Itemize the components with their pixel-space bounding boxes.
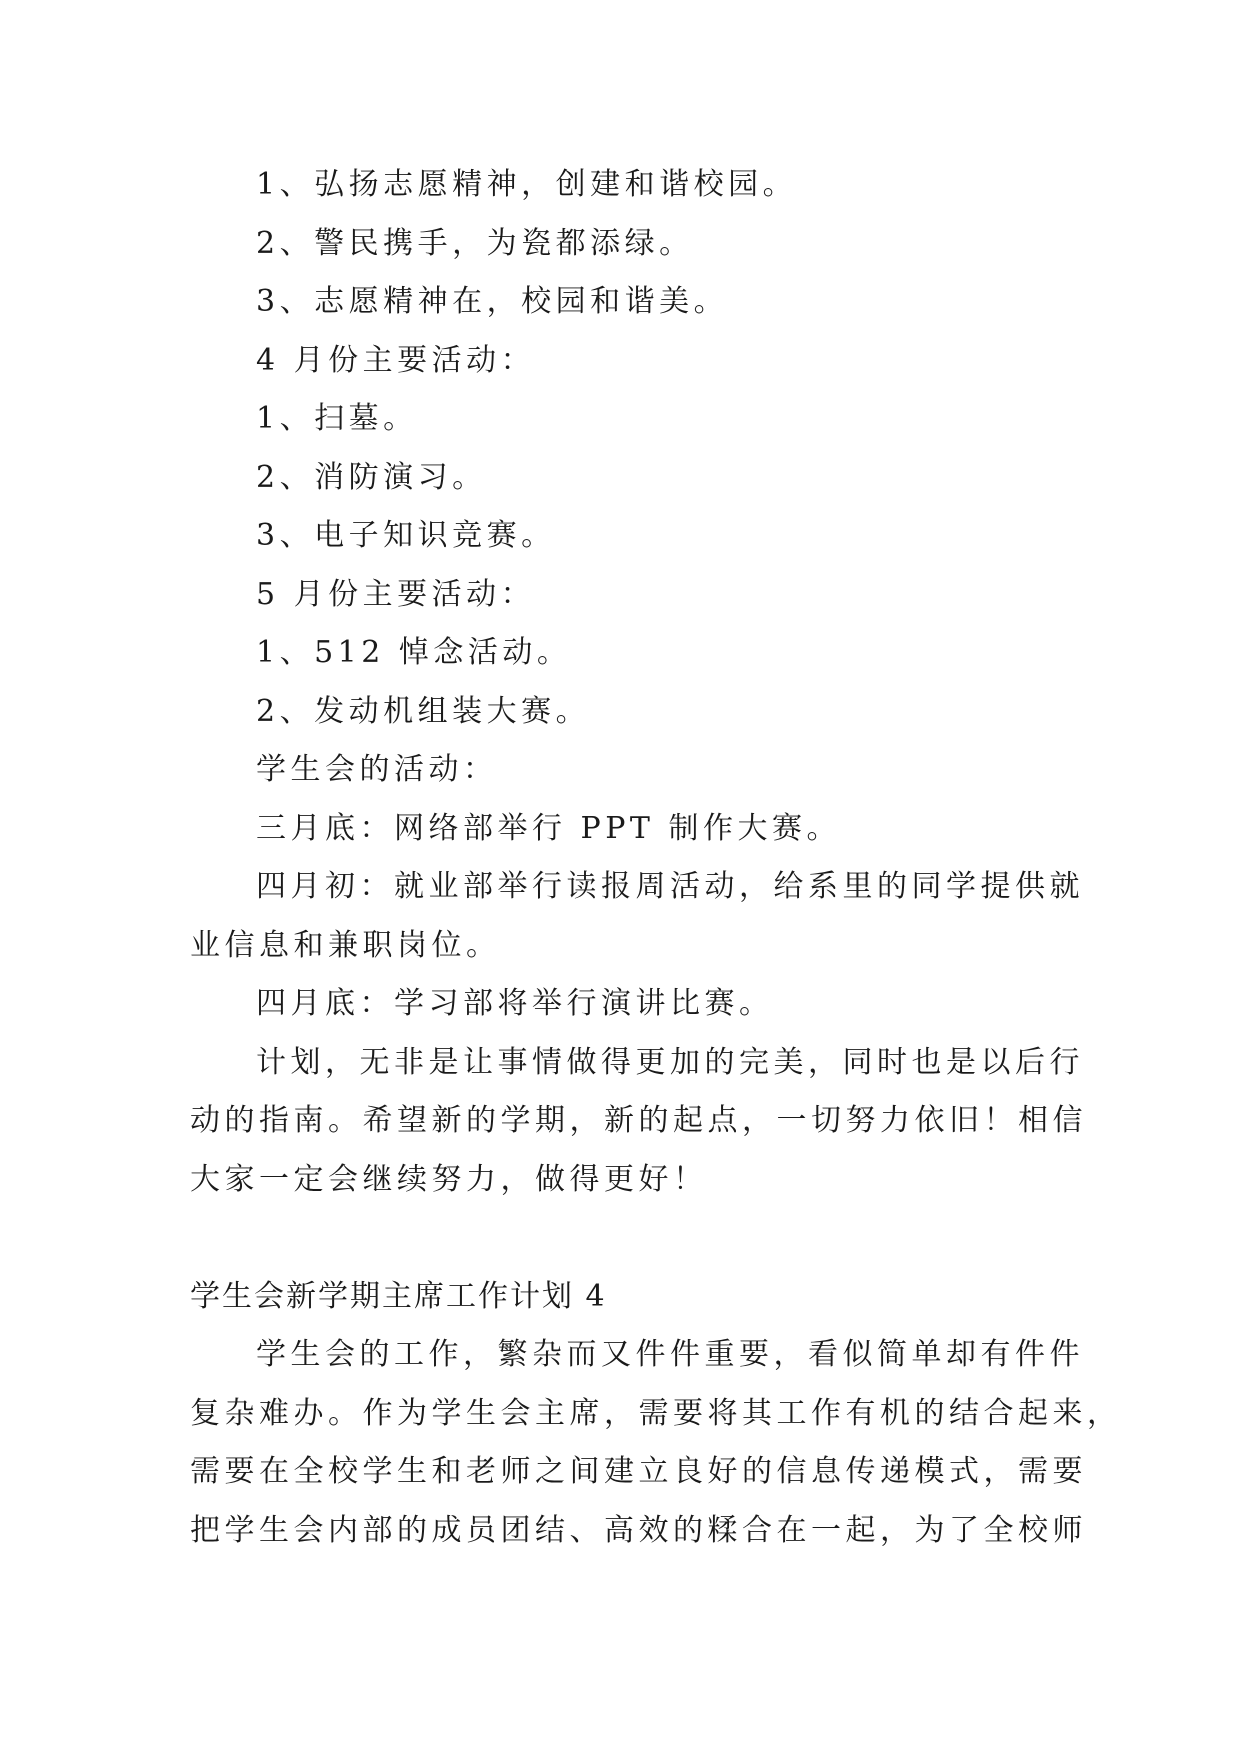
student-union-activities-heading: 学生会的活动： [256, 752, 498, 787]
may-item-1: 1、512 悼念活动。 [256, 635, 572, 670]
intro-paragraph-line-1: 学生会的工作，繁杂而又件件重要，看似简单却有件件 [256, 1337, 1084, 1372]
april-item-2: 2、消防演习。 [256, 459, 487, 495]
april-item-1: 1、扫墓。 [256, 401, 418, 436]
early-april-activity-line-1: 四月初：就业部举行读报周活动，给系里的同学提供就 [256, 869, 1084, 904]
april-item-3: 3、电子知识竞赛。 [256, 518, 556, 553]
may-activities-heading: 5 月份主要活动： [256, 576, 536, 612]
volunteer-item-3: 3、志愿精神在，校园和谐美。 [256, 284, 729, 319]
closing-paragraph-line-2: 动的指南。希望新的学期，新的起点，一切努力依旧！相信 [190, 1103, 1087, 1138]
volunteer-item-1: 1、弘扬志愿精神，创建和谐校园。 [256, 167, 798, 202]
april-activities-heading: 4 月份主要活动： [256, 342, 536, 378]
intro-paragraph-line-3: 需要在全校学生和老师之间建立良好的信息传递模式，需要 [190, 1454, 1087, 1489]
closing-paragraph-line-3: 大家一定会继续努力，做得更好！ [190, 1161, 708, 1197]
intro-paragraph-line-4: 把学生会内部的成员团结、高效的糅合在一起，为了全校师 [190, 1512, 1087, 1548]
end-of-march-activity: 三月底：网络部举行 PPT 制作大赛。 [256, 810, 841, 846]
early-april-activity-line-2: 业信息和兼职岗位。 [190, 927, 501, 963]
volunteer-item-2: 2、警民携手，为瓷都添绿。 [256, 225, 694, 261]
closing-paragraph-line-1: 计划，无非是让事情做得更加的完美，同时也是以后行 [256, 1044, 1084, 1080]
section-title: 学生会新学期主席工作计划 4 [190, 1278, 607, 1314]
may-item-2: 2、发动机组装大赛。 [256, 693, 591, 729]
end-of-april-activity: 四月底：学习部将举行演讲比赛。 [256, 986, 774, 1021]
intro-paragraph-line-2: 复杂难办。作为学生会主席，需要将其工作有机的结合起来， [190, 1395, 1122, 1431]
document-body [190, 156, 1122, 1560]
section-spacer [190, 1209, 1050, 1268]
